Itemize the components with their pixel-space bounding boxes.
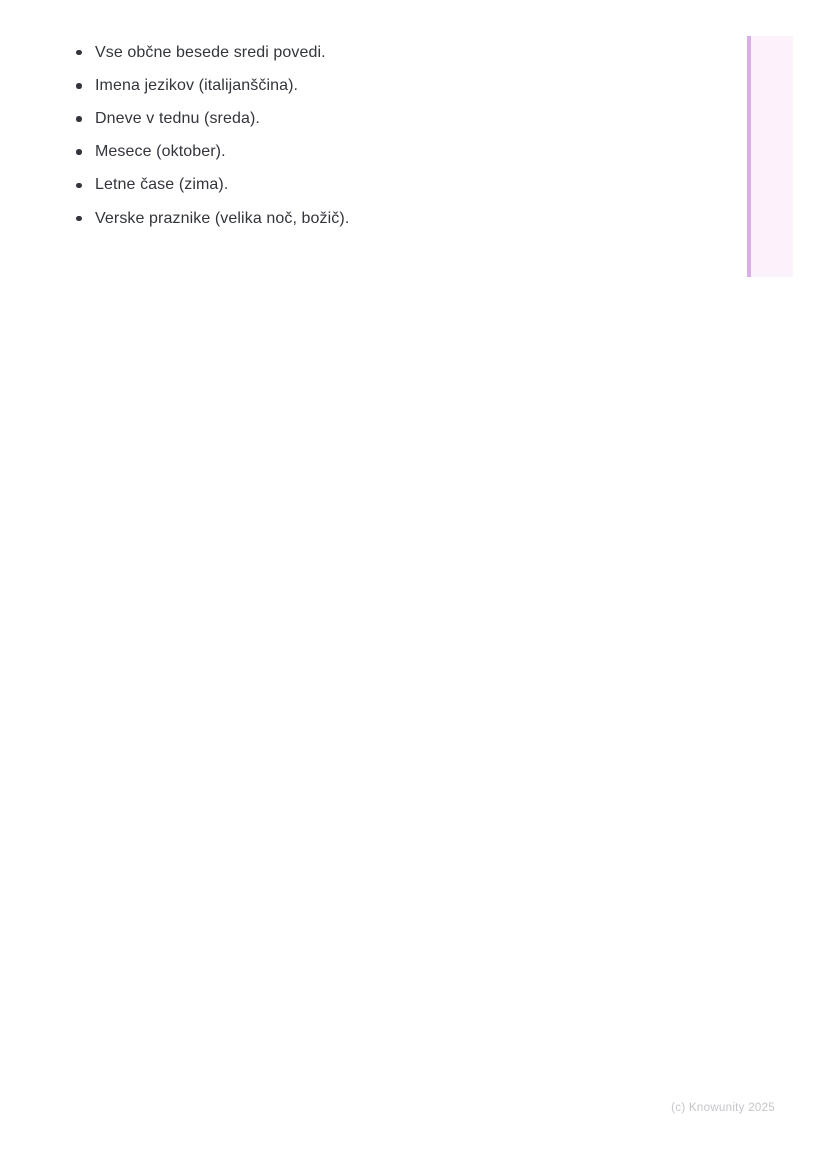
list-item [0, 102, 349, 135]
list-item-text: Imena jezikov (italijanščina). [95, 76, 299, 94]
list-item [0, 69, 349, 102]
list-item-text: Vse občne besede sredi povedi. [95, 43, 326, 61]
bullet-icon [76, 183, 82, 189]
list-item-text: Mesece (oktober). [95, 143, 226, 161]
list-item-text: Verske praznike (velika noč, božič). [95, 209, 350, 227]
bullet-list [0, 36, 349, 235]
list-item [0, 202, 349, 235]
list-item [0, 169, 349, 202]
list-item-text: Letne čase (zima). [95, 176, 229, 194]
page-highlight-bar [747, 36, 793, 277]
copyright-text: (c) Knowunity 2025 [671, 1102, 775, 1114]
list-item [0, 36, 349, 69]
list-item-text: Dneve v tednu (sreda). [95, 109, 260, 127]
list-item [0, 136, 349, 169]
bullet-icon [76, 50, 82, 56]
bullet-icon [76, 83, 82, 89]
bullet-icon [76, 116, 82, 122]
bullet-icon [76, 149, 82, 155]
bullet-icon [76, 216, 82, 222]
